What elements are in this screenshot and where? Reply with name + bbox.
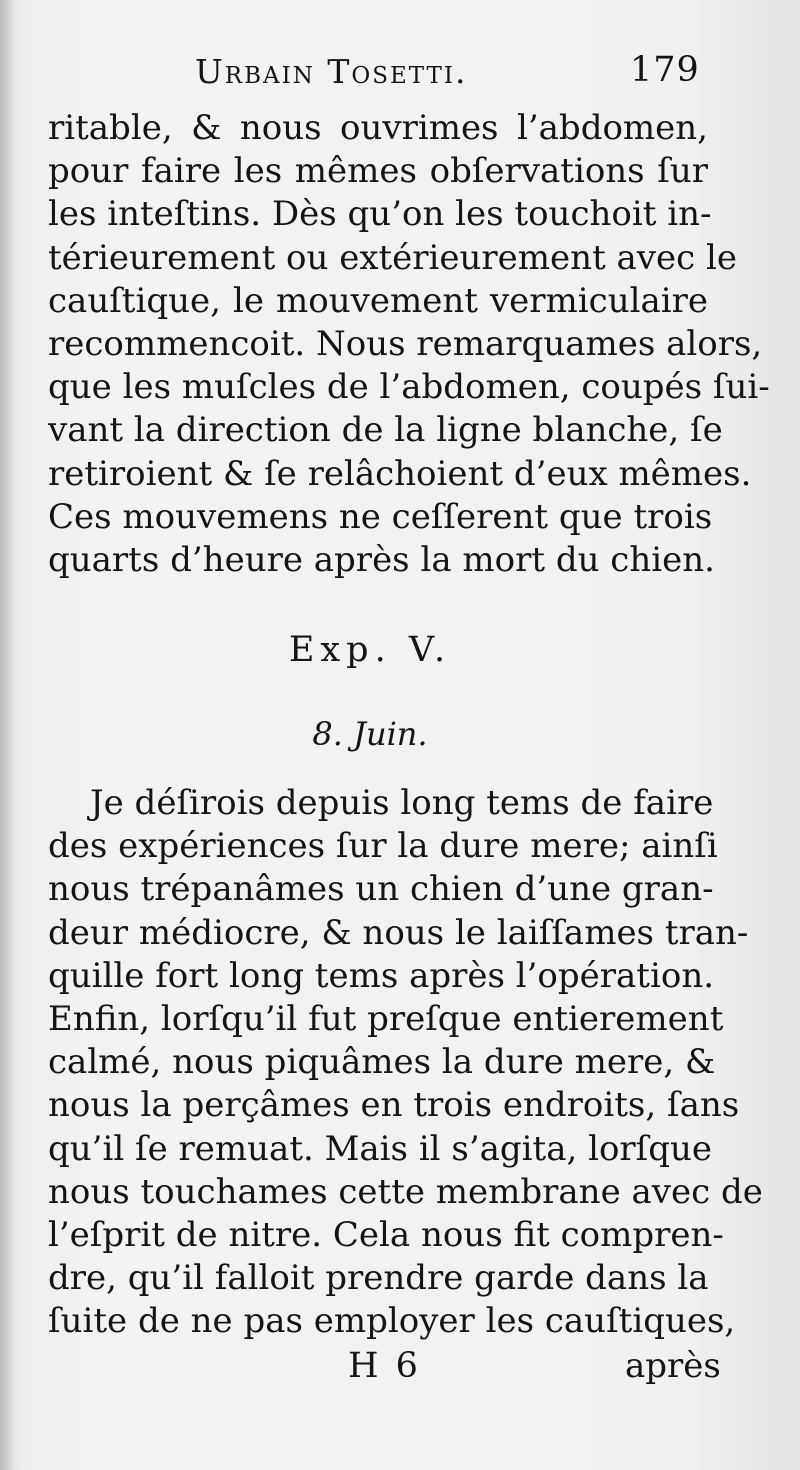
section-heading: Exp. V. [288, 630, 452, 670]
page-number: 179 [630, 50, 700, 90]
date-heading: 8. Juin. [312, 715, 428, 753]
text-line: pour faire les mêmes obſervations ſur [48, 151, 708, 192]
catchword: après [625, 1346, 721, 1386]
text-line: recommencoit. Nous remarquames alors, [48, 324, 763, 365]
text-line: que les muſcles de l’abdomen, coupés ſui- [48, 367, 770, 408]
text-line: deur médiocre, & nous le laiſſames tran- [48, 912, 749, 953]
text-line: Je déſirois depuis long tems de faire [90, 783, 714, 823]
text-line: ſuite de ne pas employer les cauſtiques, [48, 1301, 736, 1342]
running-title: Urbain Tosetti. [195, 52, 468, 91]
text-line: ritable, & nous ouvrimes l’abdomen, [48, 108, 708, 148]
text-line: l’eſprit de nitre. Cela nous fit compren- [48, 1215, 724, 1256]
text-line: qu’il ſe remuat. Mais il s’agita, lorſque [48, 1128, 713, 1169]
text-line: nous trépanâmes un chien d’une gran- [48, 869, 714, 910]
text-line: les inteſtins. Dès qu’on les touchoit in- [48, 194, 712, 235]
text-line: cauſtique, le mouvement vermiculaire [48, 280, 708, 321]
text-line: Ces mouvemens ne ceſſerent que trois [48, 496, 713, 537]
text-line: dre, qu’il falloit prendre garde dans la [48, 1258, 709, 1299]
text-line: quille fort long tems après l’opération. [48, 955, 715, 996]
text-line: térieurement ou extérieurement avec le [48, 237, 737, 278]
signature-mark: H 6 [348, 1346, 421, 1386]
text-line: vant la direction de la ligne blanche, ſe [48, 410, 723, 451]
text-line: retiroient & ſe relâchoient d’eux mêmes. [48, 453, 752, 494]
text-line: nous la perçâmes en trois endroits, ſans [48, 1085, 740, 1126]
paragraph-1 [48, 107, 770, 582]
text-line: calmé, nous piquâmes la dure mere, & [48, 1042, 716, 1083]
text-line: quarts d’heure après la mort du chien. [48, 540, 715, 581]
text-line: nous touchames cette membrane avec de [48, 1171, 763, 1212]
paragraph-2 [48, 782, 763, 1344]
text-line: Enfin, lorſqu’il fut preſque entierement [48, 999, 724, 1040]
text-line: des expériences ſur la dure mere; ainſi [48, 826, 718, 867]
